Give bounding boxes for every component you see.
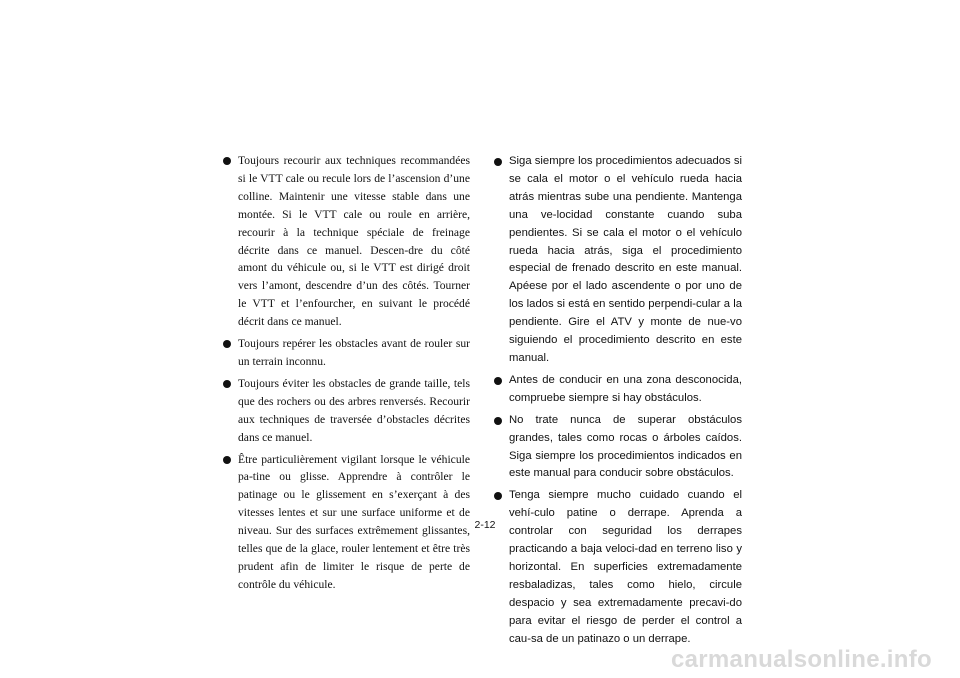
page-number: 2-12	[474, 519, 496, 531]
bullet-icon	[223, 380, 231, 388]
list-item	[493, 372, 742, 408]
list-item-text: Toujours repérer les obstacles avant de rouler sur un terrain inconnu.	[238, 337, 470, 368]
bullet-icon	[494, 377, 502, 385]
list-item-text: Antes de conducir en una zona desconocida, compruebe siempre si hay obstáculos.	[509, 373, 742, 404]
list-item	[222, 375, 470, 447]
bullet-icon	[494, 158, 502, 166]
watermark: carmanualsonline.info	[670, 646, 932, 673]
list-item	[493, 487, 742, 648]
bullet-icon	[223, 456, 231, 464]
list-item	[493, 412, 742, 484]
list-item	[222, 335, 470, 371]
bullet-icon	[494, 492, 502, 500]
list-item-text: Siga siempre los procedimientos adecuados si se cala el motor o el vehículo rueda hacia atrás mientras sube una pendiente. Mantenga una ve-locidad constante cuando suba pendientes. Si se cala el motor o el vehículo rueda hacia atrás, siga el procedimiento especial de frenado descrito en este manual. Apéese por el lado ascendente o por uno de los lados si está en sentido perpendi-cular a la pendiente. Gire el ATV y monte de nue-vo siguiendo el procedimiento descrito en este manual.	[509, 155, 742, 364]
bullet-icon	[223, 157, 231, 165]
list-item-text: Être particulièrement vigilant lorsque le véhicule pa-tine ou glisse. Apprendre à contrôler le patinage ou le glissement en s’exerçant à des vitesses lentes et sur une surface uniforme et de niveau. Sur des surfaces extrêmement glissantes, telles que de la glace, rouler lentement et être très prudent afin de limiter le risque de perte de contrôle du véhicule.	[238, 452, 470, 591]
list-item-text: Toujours recourir aux techniques recommandées si le VTT cale ou recule lors de l’ascension d’une colline. Maintenir une vitesse stable dans une montée. Si le VTT cale ou roule en arrière, recourir à la technique spéciale de freinage décrite dans ce manuel. Descen-dre du côté amont du véhicule ou, si le VTT est dirigé droit vers l’amont, descendre d’un des côtés. Tourner le VTT et l’enfourcher, en suivant le procédé décrit dans ce manuel.	[238, 154, 470, 329]
list-item	[222, 152, 470, 331]
list-item-text: Toujours éviter les obstacles de grande taille, tels que des rochers ou des arbres renversés. Recourir aux techniques de traversée d’obstacles décrites dans ce manuel.	[238, 376, 470, 444]
list-item-text: No trate nunca de superar obstáculos grandes, tales como rocas o árboles caídos. Siga siempre los procedimientos indicados en este manual para conducir sobre obstáculos.	[509, 413, 742, 480]
bullet-icon	[494, 417, 502, 425]
list-item	[222, 451, 470, 594]
bullet-icon	[223, 340, 231, 348]
list-item-text: Tenga siempre mucho cuidado cuando el vehí-culo patine o derrape. Aprenda a controlar con seguridad los derrapes practicando a baja veloci-dad en terreno liso y horizontal. En superficies extremadamente resbaladizas, tales como hielo, circule despacio y sea extremadamente precavi-do para evitar el riesgo de perder el control a cau-sa de un patinazo o un derrape.	[509, 489, 742, 645]
french-bullet-list	[222, 152, 470, 598]
list-item	[493, 153, 742, 368]
spanish-bullet-list	[493, 153, 742, 652]
